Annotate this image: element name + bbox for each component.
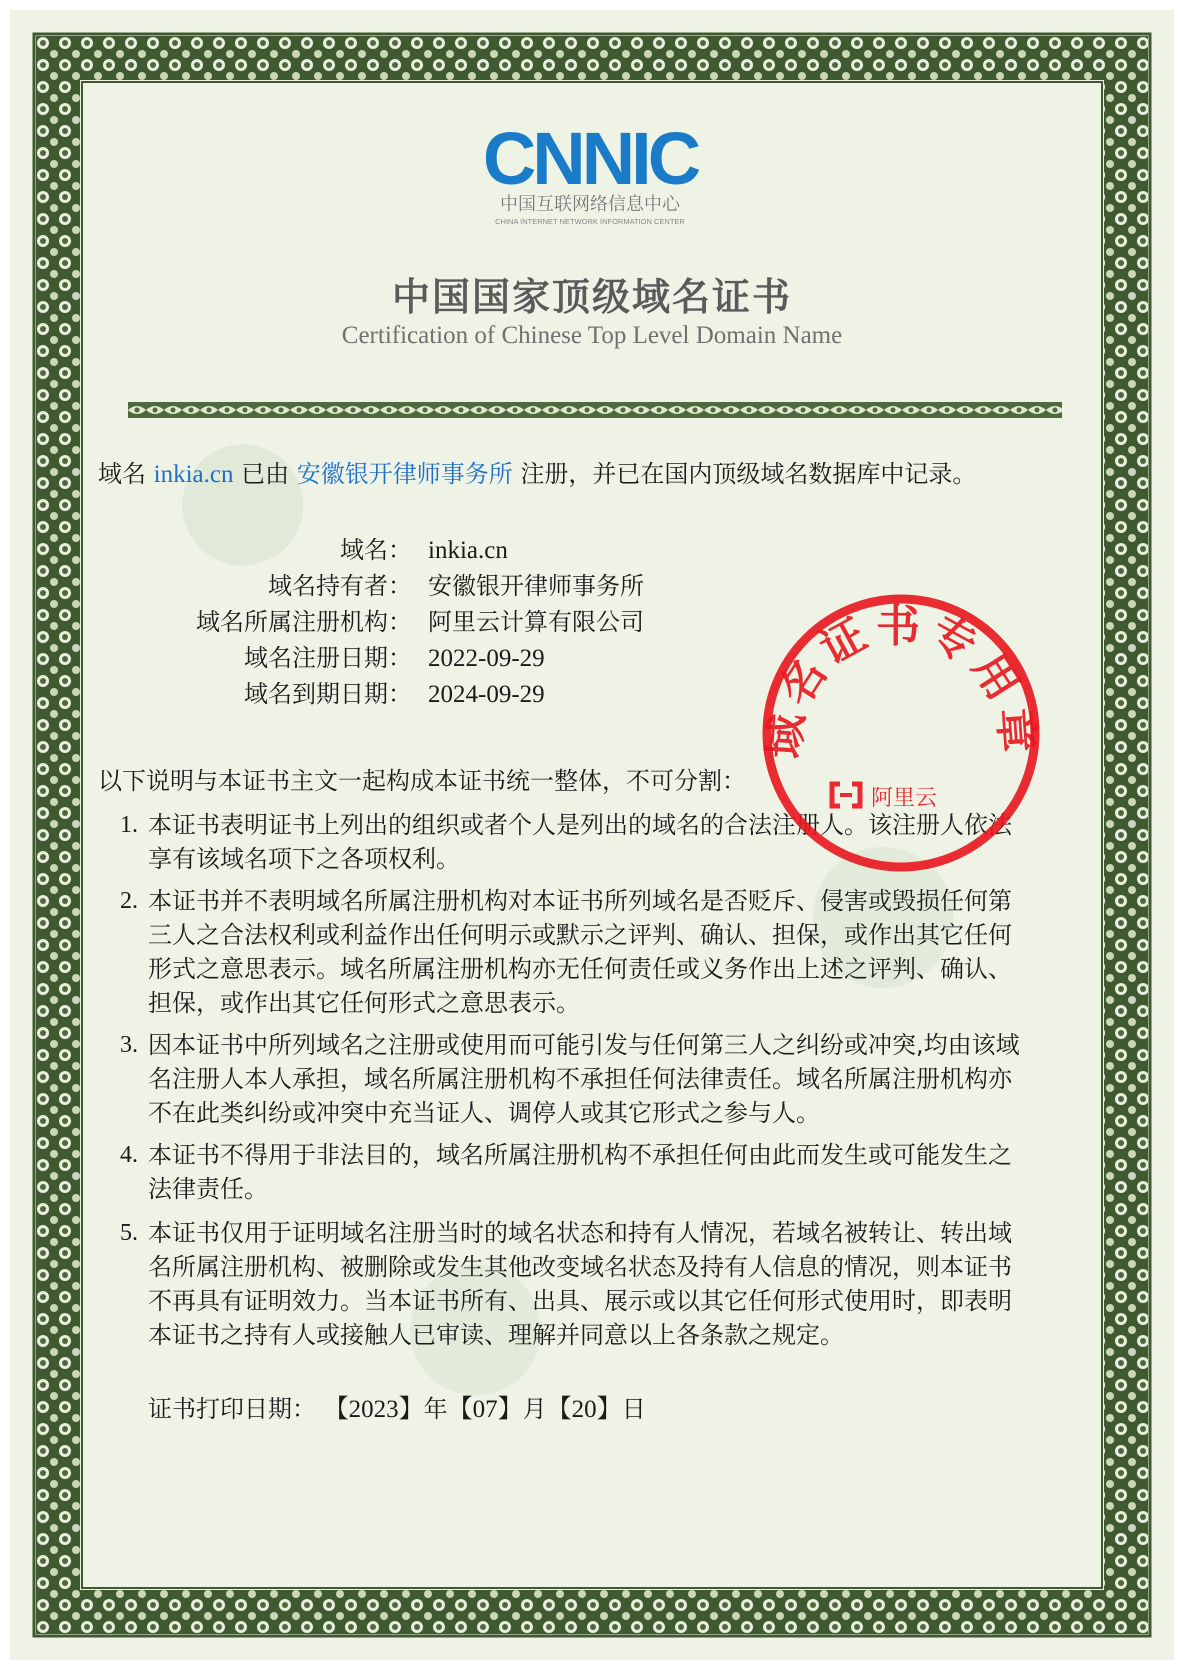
lead-prefix: 域名 [98,460,146,488]
clause-line: 本证书表明证书上列出的组织或者个人是列出的域名的合法注册人。该注册人依法 [148,811,1012,839]
clause-line: 享有该域名项下之各项权利。 [148,845,460,873]
info-value: 安徽银开律师事务所 [428,572,644,600]
info-label: 域名持有者： [268,572,412,600]
clause-number: 5. [120,1220,138,1246]
clause-number: 3. [120,1032,138,1058]
clause-line: 法律责任。 [148,1175,268,1203]
print-date-day-unit: 日 [621,1395,646,1423]
info-label: 域名注册日期： [244,644,412,672]
clause-line: 本证书不得用于非法目的，域名所属注册机构不承担任何由此而发生或可能发生之 [148,1141,1012,1169]
print-date [148,1392,646,1427]
clause-number: 1. [120,812,138,838]
clause-line: 因本证书中所列域名之注册或使用而可能引发与任何第三人之纠纷或冲突,均由该域 [148,1031,1020,1059]
print-date-year: 【2023】 [323,1396,424,1423]
clause-line: 本证书并不表明域名所属注册机构对本证书所列域名是否贬斥、侵害或毁损任何第 [148,887,1012,915]
title-en: Certification of Chinese Top Level Domain Name [341,322,843,349]
print-date-label: 证书打印日期： [148,1395,316,1423]
lead-sentence [98,457,976,492]
info-row-domain [10,530,508,568]
clause-line: 不再具有证明效力。当本证书所有、出具、展示或以其它任何形式使用时，即表明 [148,1287,1012,1315]
info-value: inkia.cn [428,537,508,564]
intro-sentence: 以下说明与本证书主文一起构成本证书统一整体，不可分割： [98,767,746,795]
clause-number: 4. [120,1142,138,1168]
info-row-reg-date [10,638,545,676]
ornamental-divider [128,402,1062,418]
cnnic-logo [450,122,730,232]
clause-line: 形式之意思表示。域名所属注册机构亦无任何责任或义务作出上述之评判、确认、 [148,955,1012,983]
print-date-day: 【20】 [546,1396,622,1423]
info-label: 域名所属注册机构： [196,608,412,636]
info-row-holder [10,566,644,604]
logo-cn-name: 中国互联网络信息中心 [500,194,680,215]
info-value: 阿里云计算有限公司 [428,608,644,636]
clause-line: 名注册人本人承担，域名所属注册机构不承担任何法律责任。域名所属注册机构亦 [148,1065,1012,1093]
info-label: 域名到期日期： [244,680,412,708]
clause-line: 不在此类纠纷或冲突中充当证人、调停人或其它形式之参与人。 [148,1099,820,1127]
logo-en-name: CHINA INTERNET NETWORK INFORMATION CENTER [495,217,685,226]
lead-suffix: 注册，并已在国内顶级域名数据库中记录。 [520,460,977,488]
aliyun-logo-icon [832,784,860,806]
info-label: 域名： [340,536,412,564]
clause-line: 本证书仅用于证明域名注册当时的域名状态和持有人情况，若域名被转让、转出域 [148,1219,1012,1247]
print-date-month-unit: 月 [522,1395,547,1423]
clause-line: 担保，或作出其它任何形式之意思表示。 [148,989,580,1017]
svg-text:域名证书专用章 [760,601,1043,760]
clause-body [148,1138,1078,1206]
lead-domain: inkia.cn [153,461,234,488]
seal-text: 域名证书专用章 [759,601,1043,760]
title-cn: 中国国家顶级域名证书 [391,275,792,319]
info-row-exp-date [10,674,545,712]
print-date-year-unit: 年 [423,1395,448,1423]
official-seal [756,588,1046,878]
clause-line: 名所属注册机构、被删除或发生其他改变域名状态及持有人信息的情况，则本证书 [148,1253,1012,1281]
clause-body [148,1216,1078,1352]
info-row-registrar [10,602,644,640]
clause-number: 2. [120,888,138,914]
clause-line: 本证书之持有人或接触人已审读、理解并同意以上各条款之规定。 [148,1321,844,1349]
seal-brand: 阿里云 [871,786,938,811]
certificate [10,10,1174,1660]
logo-wordmark: CNNIC [482,122,698,200]
clause-body [148,1028,1078,1130]
print-date-month: 【07】 [447,1396,523,1423]
clause-body [148,884,1078,1020]
lead-by: 已由 [241,460,290,488]
info-value: 2022-09-29 [428,645,545,672]
lead-holder: 安徽银开律师事务所 [296,460,513,488]
info-value: 2024-09-29 [428,681,545,708]
clause-line: 三人之合法权利或利益作出任何明示或默示之评判、确认、担保，或作出其它任何 [148,921,1012,949]
